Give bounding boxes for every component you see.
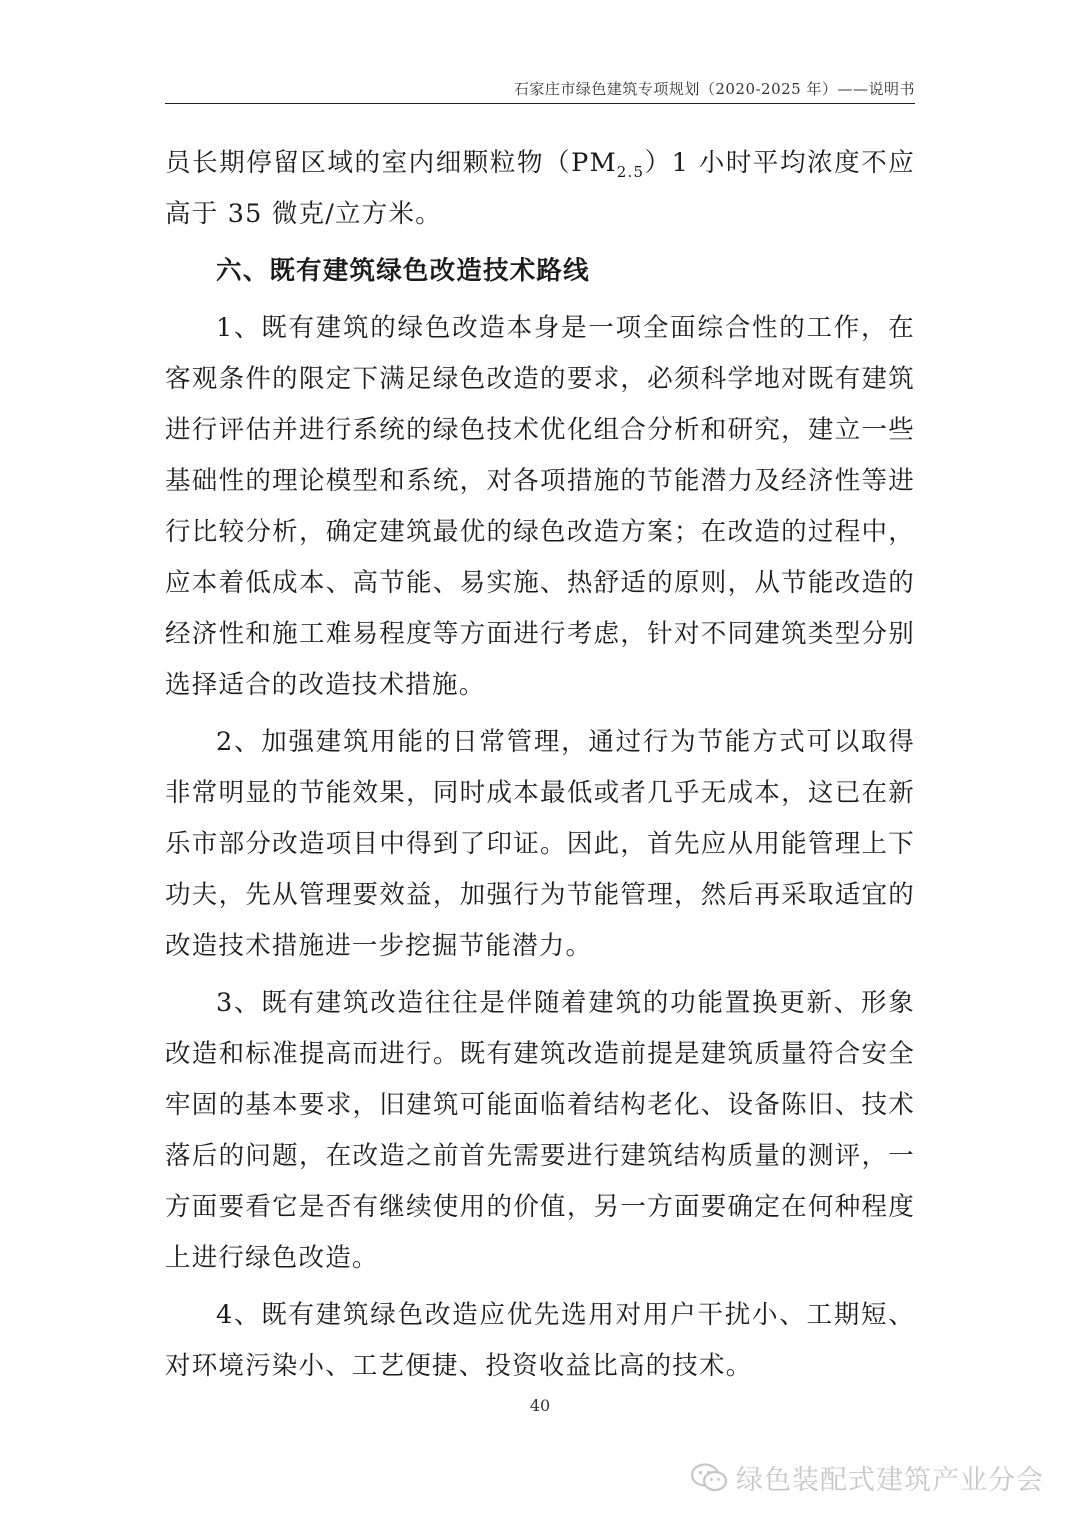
lead-text-before: 员长期停留区域的室内细颗粒物（PM — [165, 148, 617, 178]
document-body — [165, 138, 915, 1398]
watermark — [690, 1458, 1044, 1497]
lead-paragraph — [165, 138, 915, 240]
paragraph-3: 3、既有建筑改造往往是伴随着建筑的功能置换更新、形象改造和标准提高而进行。既有建筑改造前提是建筑质量符合安全牢固的基本要求，旧建筑可能面临着结构老化、设备陈旧、技术落后的问题，在改造之前首先需要进行建筑结构质量的测评，一方面要看它是否有继续使用的价值，另一方面要确定在何种程度上进行绿色改造。 — [165, 988, 915, 1273]
wechat-icon — [690, 1462, 728, 1494]
paragraph-1: 1、既有建筑的绿色改造本身是一项全面综合性的工作，在客观条件的限定下满足绿色改造的要求，必须科学地对既有建筑进行评估并进行系统的绿色技术优化组合分析和研究，建立一些基础性的理论模型和系统，对各项措施的节能潜力及经济性等进行比较分析，确定建筑最优的绿色改造方案；在改造的过程中，应本着低成本、高节能、易实施、热舒适的原则，从节能改造的经济性和施工难易程度等方面进行考虑，针对不同建筑类型分别选择适合的改造技术措施。 — [165, 313, 915, 700]
document-header: 石家庄市绿色建筑专项规划（2020-2025 年）——说明书 — [513, 80, 915, 98]
header-divider — [165, 103, 915, 104]
lead-text-after: ）1 小时平均浓度不应高于 35 微克/立方米。 — [165, 148, 915, 229]
page-number: 40 — [529, 1396, 551, 1415]
paragraph-2: 2、加强建筑用能的日常管理，通过行为节能方式可以取得非常明显的节能效果，同时成本最低或者几乎无成本，这已在新乐市部分改造项目中得到了印证。因此，首先应从用能管理上下功夫，先从管理要效益，加强行为节能管理，然后再采取适宜的改造技术措施进一步挖掘节能潜力。 — [165, 727, 915, 961]
watermark-text: 绿色装配式建筑产业分会 — [736, 1465, 1044, 1496]
pm-subscript: 2.5 — [616, 163, 645, 182]
paragraph-4: 4、既有建筑绿色改造应优先选用对用户干扰小、工期短、对环境污染小、工艺便捷、投资收益比高的技术。 — [165, 1300, 915, 1381]
section-heading: 六、既有建筑绿色改造技术路线 — [216, 256, 590, 286]
